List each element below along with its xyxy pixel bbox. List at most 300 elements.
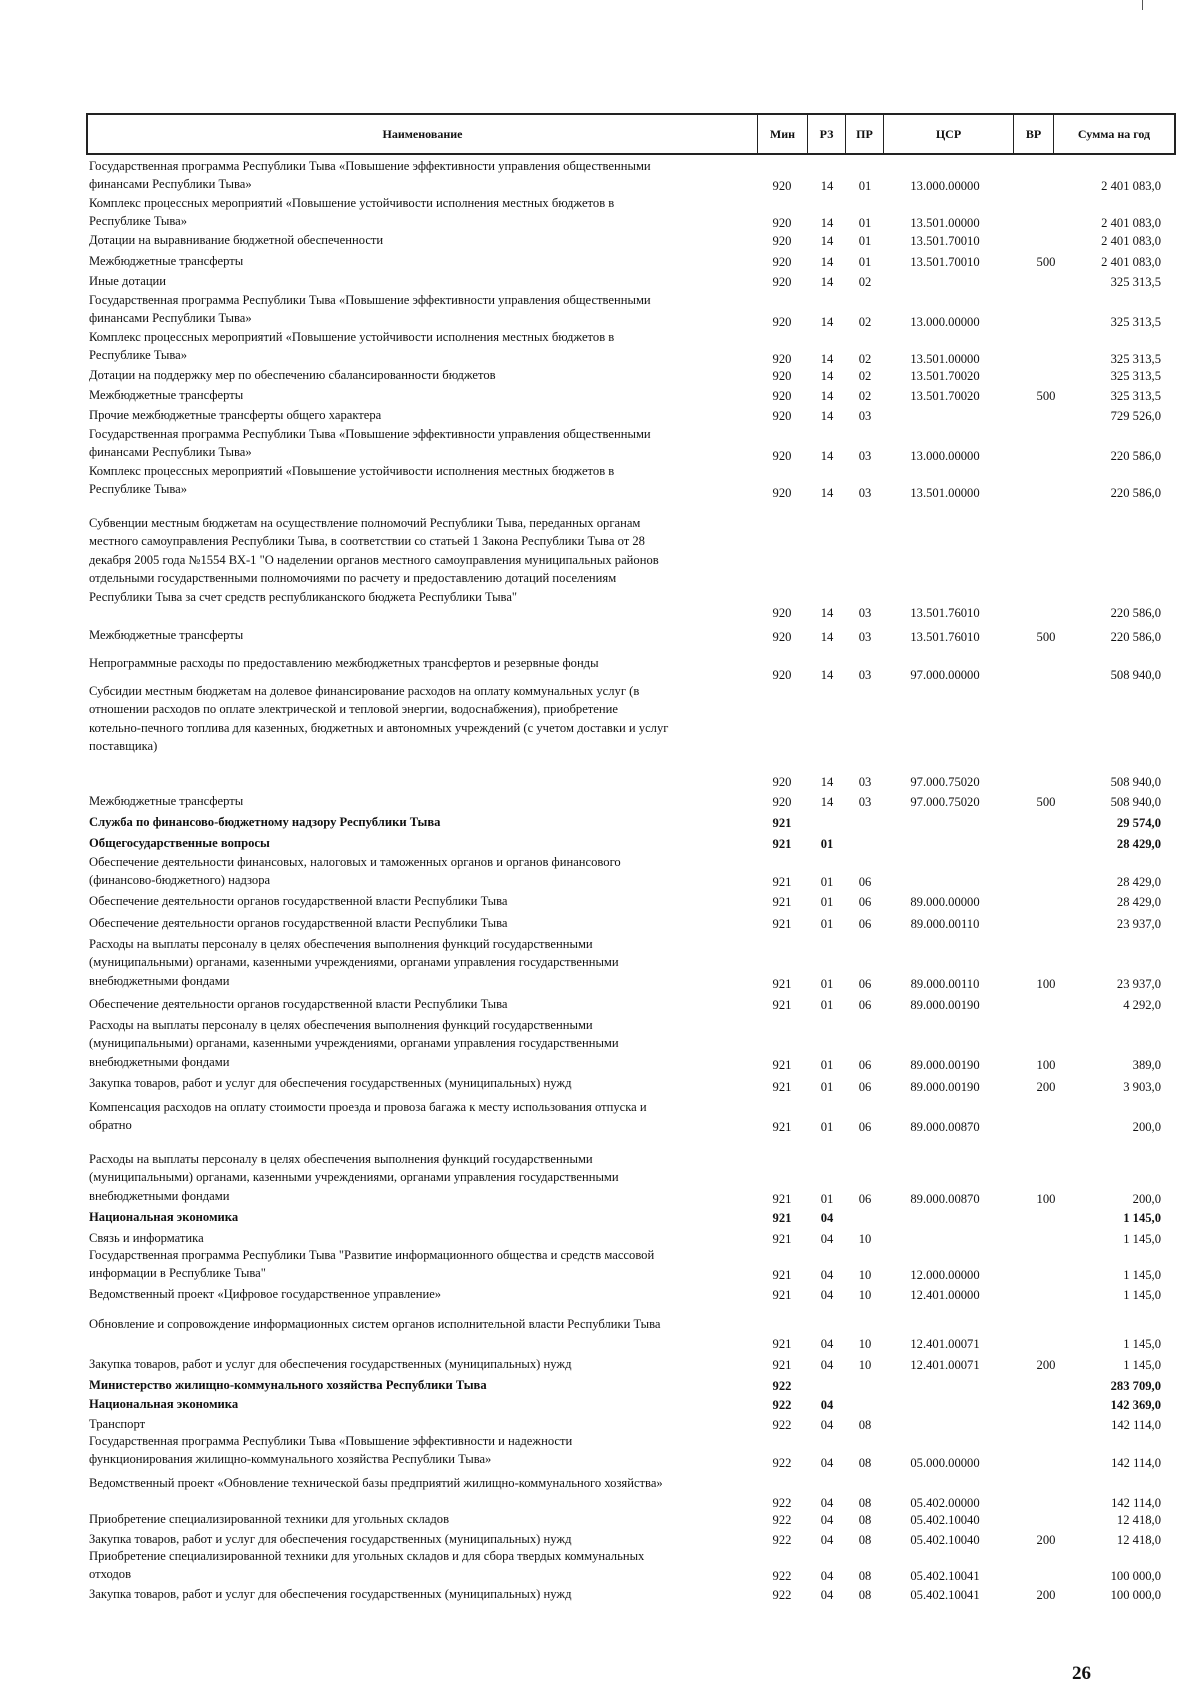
table-header: [86, 113, 1176, 155]
row-sum: 28 429,0: [1116, 874, 1161, 889]
row-sum: 200,0: [1132, 1119, 1161, 1134]
table-row: [0, 194, 1200, 232]
table-row: [0, 1098, 1200, 1136]
row-min: 921: [772, 1336, 792, 1351]
row-rz: 04: [820, 1336, 834, 1351]
row-name: Ведомственный проект «Обновление технической базы предприятий жилищно-коммунального хозяйства»: [89, 1476, 663, 1490]
table-row: [0, 1074, 1200, 1096]
row-name: Обеспечение деятельности финансовых, налоговых и таможенных органов и органов финансового (финансово-бюджетного) надзора: [89, 855, 621, 888]
table-row: [0, 1432, 1200, 1472]
row-pr: 01: [858, 233, 872, 248]
row-min: 920: [772, 774, 792, 789]
row-rz: 04: [820, 1287, 834, 1302]
row-csr: 89.000.00000: [910, 894, 980, 909]
row-name: Компенсация расходов на оплату стоимости проезда и провоза багажа к месту использования отпуска и обратно: [89, 1100, 647, 1133]
table-row: [0, 272, 1200, 291]
row-csr: 89.000.00190: [910, 1057, 980, 1072]
table-row: [0, 1395, 1200, 1414]
row-pr: 02: [858, 314, 872, 329]
row-sum: 4 292,0: [1123, 997, 1161, 1012]
row-min: 920: [772, 629, 792, 644]
row-pr: 06: [858, 894, 872, 909]
row-pr: 10: [858, 1336, 872, 1351]
row-csr: 05.000.00000: [910, 1455, 980, 1470]
row-min: 922: [772, 1378, 792, 1393]
row-min: 920: [772, 178, 792, 193]
row-rz: 04: [820, 1417, 834, 1432]
row-rz: 04: [820, 1267, 834, 1282]
table-row: [0, 792, 1200, 811]
row-sum: 29 574,0: [1116, 815, 1161, 830]
row-min: 922: [772, 1455, 792, 1470]
row-sum: 325 313,5: [1110, 314, 1161, 329]
row-min: 922: [772, 1587, 792, 1602]
row-min: 921: [772, 874, 792, 889]
table-row: [0, 935, 1200, 993]
row-name: Приобретение специализированной техники для угольных складов: [89, 1512, 450, 1526]
row-rz: 04: [820, 1357, 834, 1372]
row-sum: 1 145,0: [1123, 1267, 1161, 1282]
row-name: Обеспечение деятельности органов государственной власти Республики Тыва: [89, 997, 508, 1011]
row-min: 921: [772, 1119, 792, 1134]
row-pr: 02: [858, 351, 872, 366]
row-name: Закупка товаров, работ и услуг для обеспечения государственных (муниципальных) нужд: [89, 1532, 572, 1546]
row-rz: 14: [820, 178, 834, 193]
table-row: [0, 853, 1200, 891]
row-pr: 06: [858, 1057, 872, 1072]
row-rz: 04: [820, 1231, 834, 1246]
row-rz: 04: [820, 1568, 834, 1583]
row-rz: 04: [820, 1512, 834, 1527]
row-sum: 508 940,0: [1110, 667, 1161, 682]
table-row: [0, 231, 1200, 250]
row-rz: 01: [820, 874, 834, 889]
row-name: Обеспечение деятельности органов государственной власти Республики Тыва: [89, 894, 508, 908]
row-pr: 06: [858, 997, 872, 1012]
row-min: 920: [772, 368, 792, 383]
row-csr: 89.000.00190: [910, 1079, 980, 1094]
row-rz: 14: [820, 274, 834, 289]
row-sum: 23 937,0: [1116, 916, 1161, 931]
row-pr: 10: [858, 1267, 872, 1282]
row-sum: 2 401 083,0: [1101, 233, 1161, 248]
row-name: Расходы на выплаты персоналу в целях обеспечения выполнения функций государственными (муниципальными) органами, казенными учреждениями, органами управления государственными внебюджетными фондами: [89, 1018, 619, 1069]
table-row: [0, 291, 1200, 331]
row-pr: 03: [858, 605, 872, 620]
row-pr: 03: [858, 629, 872, 644]
row-min: 922: [772, 1568, 792, 1583]
row-vr: 100: [1036, 1057, 1056, 1072]
header-pr: ПР: [846, 115, 884, 153]
row-csr: 05.402.10040: [910, 1532, 980, 1547]
row-rz: 14: [820, 254, 834, 269]
row-min: 922: [772, 1397, 792, 1412]
table-row: [0, 654, 1200, 684]
row-csr: 12.401.00071: [910, 1357, 980, 1372]
row-sum: 1 145,0: [1123, 1336, 1161, 1351]
row-min: 920: [772, 388, 792, 403]
header-vr: ВР: [1014, 115, 1054, 153]
row-sum: 142 369,0: [1110, 1397, 1161, 1412]
table-row: [0, 1510, 1200, 1529]
row-sum: 200,0: [1132, 1191, 1161, 1206]
row-name: Закупка товаров, работ и услуг для обеспечения государственных (муниципальных) нужд: [89, 1076, 572, 1090]
row-min: 920: [772, 448, 792, 463]
table-row: [0, 682, 1200, 791]
row-vr: 500: [1036, 254, 1056, 269]
row-rz: 14: [820, 351, 834, 366]
row-vr: 500: [1036, 794, 1056, 809]
row-csr: 13.501.70020: [910, 368, 980, 383]
table-row: [0, 514, 1200, 622]
row-pr: 03: [858, 485, 872, 500]
row-rz: 14: [820, 233, 834, 248]
row-rz: 01: [820, 836, 834, 851]
row-pr: 06: [858, 976, 872, 991]
row-pr: 06: [858, 1079, 872, 1094]
row-pr: 10: [858, 1287, 872, 1302]
row-min: 921: [772, 836, 792, 851]
table-row: [0, 914, 1200, 933]
row-min: 920: [772, 314, 792, 329]
table-row: [0, 1585, 1200, 1604]
row-min: 920: [772, 274, 792, 289]
row-sum: 325 313,5: [1110, 274, 1161, 289]
row-name: Обновление и сопровождение информационных систем органов исполнительной власти Республики Тыва: [89, 1317, 661, 1331]
row-pr: 08: [858, 1512, 872, 1527]
row-sum: 283 709,0: [1110, 1378, 1161, 1393]
row-csr: 12.401.00000: [910, 1287, 980, 1302]
row-csr: 89.000.00870: [910, 1191, 980, 1206]
row-rz: 04: [820, 1587, 834, 1602]
row-rz: 04: [820, 1455, 834, 1470]
row-csr: 05.402.10041: [910, 1568, 980, 1583]
row-name: Приобретение специализированной техники для угольных складов и для сбора твердых коммунальных отходов: [89, 1549, 645, 1582]
row-pr: 08: [858, 1568, 872, 1583]
row-rz: 14: [820, 794, 834, 809]
row-pr: 01: [858, 254, 872, 269]
row-sum: 389,0: [1132, 1057, 1161, 1072]
row-rz: 04: [820, 1532, 834, 1547]
row-rz: 04: [820, 1210, 834, 1225]
row-name: Связь и информатика: [89, 1231, 204, 1245]
page-number: 26: [1072, 1663, 1091, 1684]
row-min: 920: [772, 794, 792, 809]
row-pr: 08: [858, 1495, 872, 1510]
row-name: Расходы на выплаты персоналу в целях обеспечения выполнения функций государственными (муниципальными) органами, казенными учреждениями, органами управления государственными внебюджетными фондами: [89, 937, 619, 988]
row-csr: 89.000.00870: [910, 1119, 980, 1134]
row-name: Национальная экономика: [89, 1210, 239, 1224]
row-min: 920: [772, 233, 792, 248]
row-min: 921: [772, 1231, 792, 1246]
row-pr: 02: [858, 274, 872, 289]
row-sum: 325 313,5: [1110, 368, 1161, 383]
row-name: Национальная экономика: [89, 1397, 239, 1411]
row-sum: 325 313,5: [1110, 388, 1161, 403]
table-row: [0, 157, 1200, 195]
row-min: 921: [772, 1287, 792, 1302]
table-row: [0, 462, 1200, 502]
header-rz: РЗ: [808, 115, 846, 153]
row-name: Субвенции местным бюджетам на осуществление полномочий Республики Тыва, переданных органам местного самоуправления Республики Тыва, в соответствии со статьей 1 Закона Республики Тыва от 28 декабря 2005 года №1554 ВХ-1 "О наделении органов местного самоуправления муниципальных районов отдельными государственными полномочиями по расчету и предоставлению дотаций поселениям Республики Тыва за счет средств республиканского бюджета Республики Тыва": [89, 516, 659, 604]
table-row: [0, 406, 1200, 425]
table-row: [0, 1376, 1200, 1395]
row-csr: 13.501.70010: [910, 254, 980, 269]
row-name: Комплекс процессных мероприятий «Повышение устойчивости исполнения местных бюджетов в Республике Тыва»: [89, 196, 615, 229]
row-sum: 220 586,0: [1110, 605, 1161, 620]
row-min: 920: [772, 605, 792, 620]
row-rz: 01: [820, 1057, 834, 1072]
row-sum: 325 313,5: [1110, 351, 1161, 366]
row-sum: 508 940,0: [1110, 794, 1161, 809]
row-min: 920: [772, 667, 792, 682]
row-name: Министерство жилищно-коммунального хозяйства Республики Тыва: [89, 1378, 487, 1392]
row-name: Дотации на поддержку мер по обеспечению сбалансированности бюджетов: [89, 368, 496, 382]
row-sum: 2 401 083,0: [1101, 254, 1161, 269]
row-pr: 01: [858, 178, 872, 193]
row-name: Межбюджетные трансферты: [89, 388, 244, 402]
row-name: Государственная программа Республики Тыва «Повышение эффективности управления общественными финансами Республики Тыва»: [89, 427, 651, 460]
row-sum: 3 903,0: [1123, 1079, 1161, 1094]
row-min: 921: [772, 1057, 792, 1072]
table-row: [0, 1474, 1200, 1512]
table-row: [0, 1285, 1200, 1304]
table-row: [0, 1208, 1200, 1227]
row-rz: 01: [820, 1191, 834, 1206]
row-name: Государственная программа Республики Тыва «Повышение эффективности управления общественными финансами Республики Тыва»: [89, 159, 651, 192]
row-pr: 08: [858, 1455, 872, 1470]
table-row: [0, 995, 1200, 1014]
table-row: [0, 425, 1200, 465]
row-sum: 100 000,0: [1110, 1587, 1161, 1602]
row-min: 921: [772, 916, 792, 931]
row-name: Служба по финансово-бюджетному надзору Республики Тыва: [89, 815, 441, 829]
row-min: 922: [772, 1417, 792, 1432]
row-sum: 220 586,0: [1110, 629, 1161, 644]
table-row: [0, 1016, 1200, 1074]
row-csr: 89.000.00190: [910, 997, 980, 1012]
row-min: 922: [772, 1512, 792, 1527]
row-sum: 2 401 083,0: [1101, 215, 1161, 230]
row-pr: 02: [858, 368, 872, 383]
table-row: [0, 626, 1200, 646]
row-name: Государственная программа Республики Тыва «Повышение эффективности управления общественными финансами Республики Тыва»: [89, 293, 651, 326]
row-vr: 200: [1036, 1357, 1056, 1372]
row-sum: 1 145,0: [1123, 1231, 1161, 1246]
row-csr: 97.000.00000: [910, 667, 980, 682]
row-rz: 14: [820, 774, 834, 789]
row-sum: 100 000,0: [1110, 1568, 1161, 1583]
table-row: [0, 892, 1200, 911]
row-rz: 14: [820, 368, 834, 383]
row-vr: 500: [1036, 388, 1056, 403]
row-rz: 01: [820, 916, 834, 931]
row-min: 921: [772, 976, 792, 991]
row-csr: 13.501.00000: [910, 215, 980, 230]
row-rz: 14: [820, 667, 834, 682]
row-vr: 200: [1036, 1532, 1056, 1547]
header-min: Мин: [758, 115, 808, 153]
row-csr: 89.000.00110: [910, 916, 980, 931]
row-pr: 01: [858, 215, 872, 230]
table-row: [0, 1355, 1200, 1374]
row-sum: 1 145,0: [1123, 1357, 1161, 1372]
row-pr: 08: [858, 1587, 872, 1602]
row-csr: 13.000.00000: [910, 178, 980, 193]
row-name: Непрограммные расходы по предоставлению межбюджетных трансфертов и резервные фонды: [89, 656, 599, 670]
row-name: Межбюджетные трансферты: [89, 254, 244, 268]
row-csr: 13.000.00000: [910, 448, 980, 463]
row-rz: 14: [820, 215, 834, 230]
row-csr: 12.000.00000: [910, 1267, 980, 1282]
row-rz: 14: [820, 629, 834, 644]
row-name: Межбюджетные трансферты: [89, 628, 244, 642]
row-sum: 12 418,0: [1116, 1512, 1161, 1527]
row-name: Комплекс процессных мероприятий «Повышение устойчивости исполнения местных бюджетов в Республике Тыва»: [89, 464, 615, 497]
row-pr: 02: [858, 388, 872, 403]
row-min: 921: [772, 815, 792, 830]
row-pr: 06: [858, 916, 872, 931]
row-csr: 05.402.10040: [910, 1512, 980, 1527]
row-sum: 23 937,0: [1116, 976, 1161, 991]
row-name: Расходы на выплаты персоналу в целях обеспечения выполнения функций государственными (муниципальными) органами, казенными учреждениями, органами управления государственными внебюджетными фондами: [89, 1152, 619, 1203]
row-sum: 508 940,0: [1110, 774, 1161, 789]
table-row: [0, 1246, 1200, 1284]
row-csr: 13.501.70010: [910, 233, 980, 248]
row-min: 921: [772, 1079, 792, 1094]
row-csr: 05.402.00000: [910, 1495, 980, 1510]
row-min: 921: [772, 997, 792, 1012]
row-name: Субсидии местным бюджетам на долевое финансирование расходов на оплату коммунальных услуг (в отношении расходов по оплате электрической и тепловой энергии, водоснабжения), приобретение котельно-печного топлива для казенных, бюджетных и автономных учреждений (с учетом доставки и услуг поставщика): [89, 684, 669, 754]
row-rz: 01: [820, 1119, 834, 1134]
row-sum: 12 418,0: [1116, 1532, 1161, 1547]
row-sum: 142 114,0: [1111, 1417, 1161, 1432]
row-min: 921: [772, 1191, 792, 1206]
row-min: 921: [772, 1267, 792, 1282]
row-csr: 89.000.00110: [910, 976, 980, 991]
row-csr: 12.401.00071: [910, 1336, 980, 1351]
row-pr: 03: [858, 794, 872, 809]
row-sum: 220 586,0: [1110, 485, 1161, 500]
row-csr: 13.501.76010: [910, 629, 980, 644]
header-csr: ЦСР: [884, 115, 1014, 153]
row-pr: 06: [858, 874, 872, 889]
row-min: 920: [772, 485, 792, 500]
row-rz: 04: [820, 1495, 834, 1510]
row-rz: 14: [820, 605, 834, 620]
row-rz: 01: [820, 1079, 834, 1094]
row-pr: 06: [858, 1191, 872, 1206]
row-name: Обеспечение деятельности органов государственной власти Республики Тыва: [89, 916, 508, 930]
row-csr: 13.501.76010: [910, 605, 980, 620]
row-pr: 03: [858, 774, 872, 789]
row-min: 921: [772, 894, 792, 909]
table-row: [0, 252, 1200, 271]
row-min: 921: [772, 1210, 792, 1225]
row-name: Закупка товаров, работ и услуг для обеспечения государственных (муниципальных) нужд: [89, 1357, 572, 1371]
row-rz: 14: [820, 485, 834, 500]
row-sum: 142 114,0: [1111, 1495, 1161, 1510]
row-vr: 100: [1036, 1191, 1056, 1206]
row-min: 920: [772, 215, 792, 230]
row-sum: 2 401 083,0: [1101, 178, 1161, 193]
row-rz: 04: [820, 1397, 834, 1412]
row-name: Прочие межбюджетные трансферты общего характера: [89, 408, 382, 422]
row-pr: 08: [858, 1532, 872, 1547]
row-sum: 28 429,0: [1116, 894, 1161, 909]
row-csr: 13.501.70020: [910, 388, 980, 403]
row-vr: 200: [1036, 1587, 1056, 1602]
row-name: Межбюджетные трансферты: [89, 794, 244, 808]
row-rz: 01: [820, 894, 834, 909]
row-sum: 142 114,0: [1111, 1455, 1161, 1470]
row-name: Общегосударственные вопросы: [89, 836, 270, 850]
row-name: Комплекс процессных мероприятий «Повышение устойчивости исполнения местных бюджетов в Республике Тыва»: [89, 330, 615, 363]
row-csr: 13.501.00000: [910, 351, 980, 366]
row-min: 920: [772, 254, 792, 269]
row-pr: 03: [858, 448, 872, 463]
row-sum: 28 429,0: [1116, 836, 1161, 851]
table-row: [0, 1547, 1200, 1585]
row-sum: 1 145,0: [1123, 1287, 1161, 1302]
row-rz: 14: [820, 408, 834, 423]
row-pr: 03: [858, 408, 872, 423]
row-name: Закупка товаров, работ и услуг для обеспечения государственных (муниципальных) нужд: [89, 1587, 572, 1601]
header-name: Наименование: [88, 115, 758, 153]
table-row: [0, 813, 1200, 832]
row-sum: 729 526,0: [1110, 408, 1161, 423]
table-row: [0, 834, 1200, 853]
row-rz: 14: [820, 448, 834, 463]
table-row: [0, 1315, 1200, 1353]
table-row: [0, 328, 1200, 368]
row-name: Государственная программа Республики Тыва «Повышение эффективности и надежности функционирования жилищно-коммунального хозяйства Республики Тыва»: [89, 1434, 573, 1467]
row-rz: 01: [820, 976, 834, 991]
table-row: [0, 366, 1200, 385]
row-name: Ведомственный проект «Цифровое государственное управление»: [89, 1287, 442, 1301]
row-vr: 200: [1036, 1079, 1056, 1094]
row-csr: 13.501.00000: [910, 485, 980, 500]
row-name: Дотации на выравнивание бюджетной обеспеченности: [89, 233, 384, 247]
row-name: Транспорт: [89, 1417, 146, 1431]
row-vr: 100: [1036, 976, 1056, 991]
row-name: Иные дотации: [89, 274, 167, 288]
row-sum: 220 586,0: [1110, 448, 1161, 463]
row-rz: 14: [820, 314, 834, 329]
table-row: [0, 1150, 1200, 1208]
row-pr: 08: [858, 1417, 872, 1432]
row-vr: 500: [1036, 629, 1056, 644]
table-row: [0, 386, 1200, 405]
row-pr: 03: [858, 667, 872, 682]
row-min: 922: [772, 1532, 792, 1547]
header-sum: Сумма на год: [1077, 126, 1151, 141]
row-min: 922: [772, 1495, 792, 1510]
row-pr: 10: [858, 1357, 872, 1372]
row-min: 921: [772, 1357, 792, 1372]
row-pr: 06: [858, 1119, 872, 1134]
row-rz: 01: [820, 997, 834, 1012]
row-pr: 10: [858, 1231, 872, 1246]
row-csr: 05.402.10041: [910, 1587, 980, 1602]
row-csr: 13.000.00000: [910, 314, 980, 329]
scan-mark: [1142, 0, 1143, 10]
row-rz: 14: [820, 388, 834, 403]
row-csr: 97.000.75020: [910, 794, 980, 809]
row-name: Государственная программа Республики Тыва "Развитие информационного общества и средств массовой информации в Республике Тыва": [89, 1248, 655, 1281]
row-sum: 1 145,0: [1123, 1210, 1161, 1225]
row-min: 920: [772, 408, 792, 423]
